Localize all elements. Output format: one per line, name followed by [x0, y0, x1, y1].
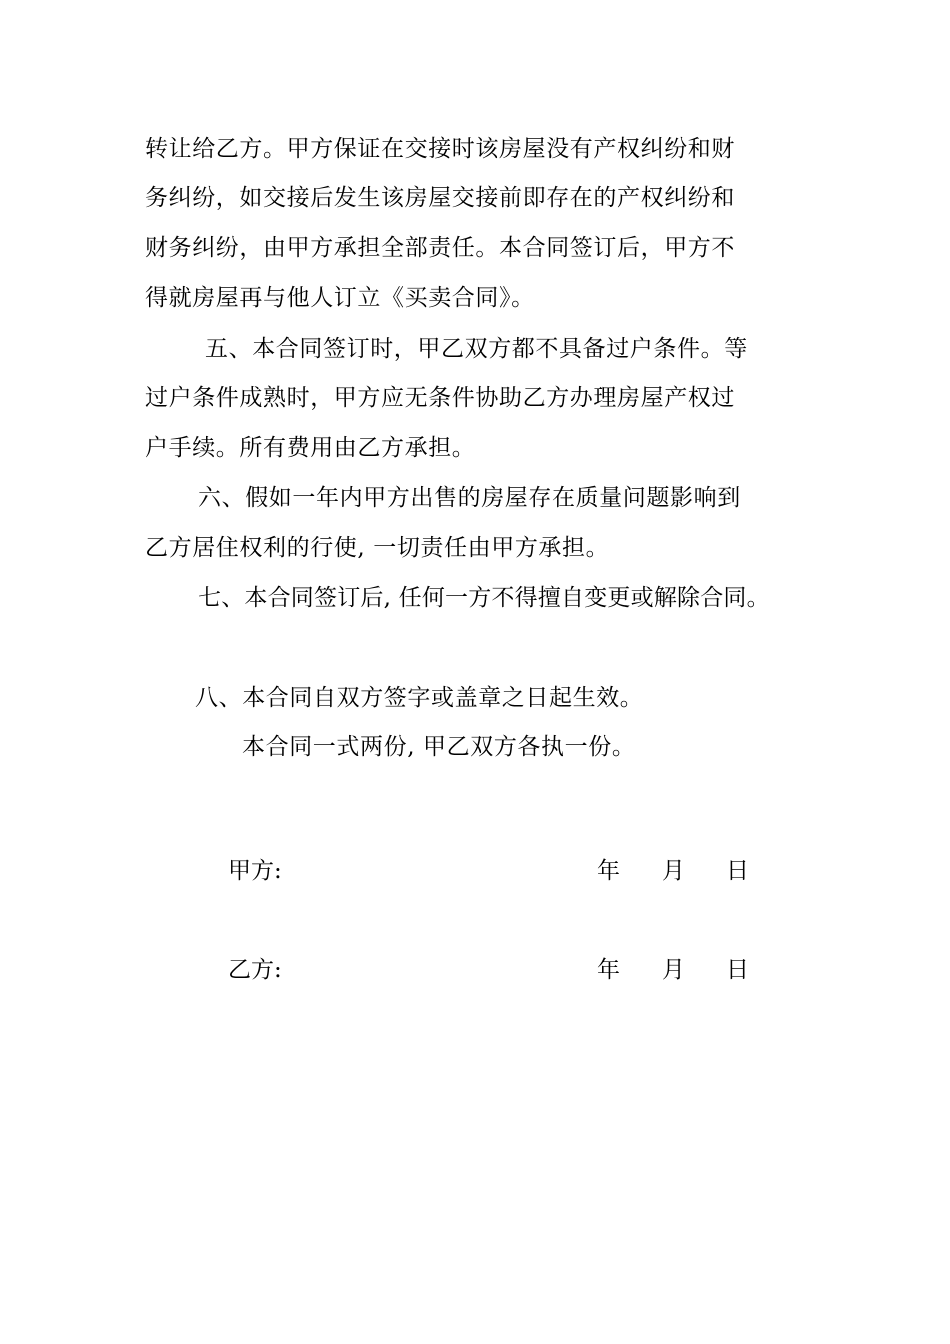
- party-b-day: 日: [726, 957, 749, 983]
- paragraph-line: 五、本合同签订时，甲乙双方都不具备过户条件。等: [205, 336, 748, 362]
- party-a-year: 年: [597, 858, 620, 884]
- paragraph-line: 七、本合同签订后, 任何一方不得擅自变更或解除合同。: [198, 585, 770, 611]
- paragraph-line: 转让给乙方。甲方保证在交接时该房屋没有产权纠纷和财: [145, 136, 735, 162]
- copies-note: 本合同一式两份, 甲乙双方各执一份。: [242, 734, 636, 760]
- party-b-month: 月: [662, 957, 685, 983]
- party-a-month: 月: [662, 858, 685, 884]
- party-b-year: 年: [597, 957, 620, 983]
- party-a-label: 甲方:: [228, 858, 282, 884]
- paragraph-line: 户手续。所有费用由乙方承担。: [145, 435, 476, 461]
- paragraph-line: 财务纠纷，由甲方承担全部责任。本合同签订后，甲方不: [145, 235, 735, 261]
- party-a-day: 日: [726, 858, 749, 884]
- paragraph-line: 八、本合同自双方签字或盖章之日起生效。: [195, 685, 644, 711]
- paragraph-line: 务纠纷，如交接后发生该房屋交接前即存在的产权纠纷和: [145, 185, 735, 211]
- paragraph-line: 乙方居住权利的行使, 一切责任由甲方承担。: [145, 535, 610, 561]
- paragraph-line: 得就房屋再与他人订立《买卖合同》。: [145, 285, 535, 311]
- party-b-label: 乙方:: [228, 957, 282, 983]
- paragraph-line: 过户条件成熟时，甲方应无条件协助乙方办理房屋产权过: [145, 385, 735, 411]
- paragraph-line: 六、假如一年内甲方出售的房屋存在质量问题影响到: [198, 485, 741, 511]
